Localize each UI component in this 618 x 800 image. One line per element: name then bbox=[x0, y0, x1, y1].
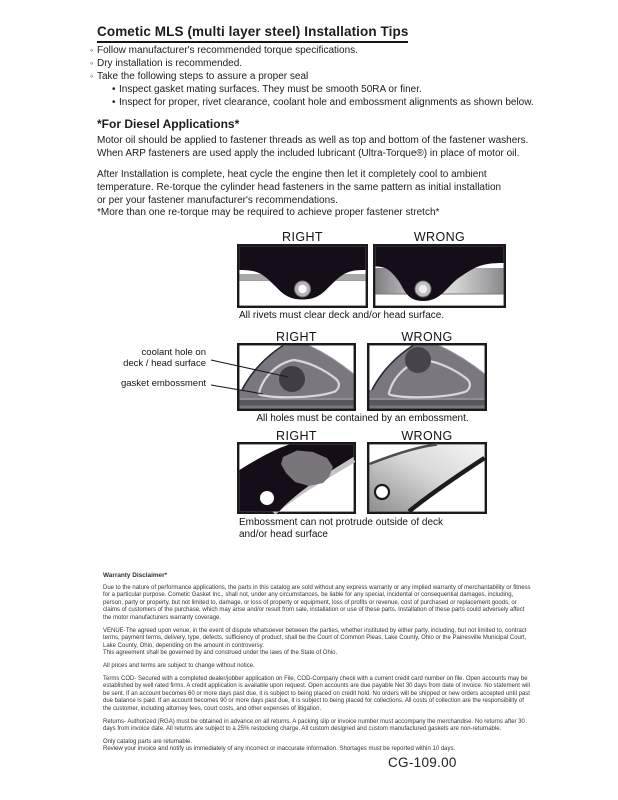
tip-text: Dry installation is recommended. bbox=[97, 58, 243, 69]
gasket-embossment-label: gasket embossment bbox=[120, 378, 206, 389]
disclaimer-paragraph-warranty: Due to the nature of performance applications, the parts in this catalog are sold without any express warranty or any implied warranty of merchantability or fitness for a particular purpose. Cometic Gasket Inc., shall not, under any circumstances, be liable for any special, incidental or consequential damages, including, person, party or property, but not limited to, damage, or loss of property or equipment, loss of profits or revenue, cost of purchased or replacement goods, or claims of customers of the purchase, which may arise and/or result from sale, installation or use of these parts. Installation of these parts could adversely affect the motor manufacturers warranty coverage. bbox=[103, 584, 531, 621]
open-bullet-icon: ◦ bbox=[90, 58, 94, 68]
para-line: After Installation is complete, heat cycle the engine then let it completely cool to ambient bbox=[97, 169, 487, 180]
diesel-heading: *For Diesel Applications* bbox=[97, 117, 240, 131]
row2-right-label: RIGHT bbox=[276, 330, 317, 344]
open-bullet-icon: ◦ bbox=[90, 71, 94, 81]
diesel-para-2 bbox=[97, 168, 557, 207]
disclaimer-paragraph-governed: This agreement shall be governed by and construed under the laws of the State of Ohio. bbox=[103, 650, 338, 657]
row3-wrong-label: WRONG bbox=[401, 429, 453, 443]
embossment-right-diagram bbox=[237, 442, 356, 514]
tip-text: Inspect for proper, rivet clearance, coolant hole and embossment alignments as shown below. bbox=[119, 97, 534, 108]
tip-text: Inspect gasket mating surfaces. They must be smooth 50RA or finer. bbox=[119, 84, 422, 95]
coolant-hole-label bbox=[98, 348, 206, 369]
coolant-hole-wrong-diagram bbox=[367, 343, 487, 411]
rivet-wrong-diagram bbox=[373, 244, 506, 308]
filled-bullet-icon: • bbox=[112, 84, 116, 95]
caption-line: and/or head surface bbox=[239, 529, 328, 540]
tip-sub-item bbox=[90, 83, 560, 96]
filled-bullet-icon: • bbox=[112, 97, 116, 108]
tips-list bbox=[90, 44, 560, 109]
embossment-wrong-diagram bbox=[367, 442, 487, 514]
tip-item bbox=[90, 70, 560, 83]
diesel-para-3: *More than one re-torque may be required to achieve proper fastener stretch* bbox=[97, 207, 440, 218]
row1-caption: All rivets must clear deck and/or head surface. bbox=[239, 310, 445, 321]
para-line: or per your fastener manufacturer's recommendations. bbox=[97, 195, 338, 206]
tip-text: Take the following steps to assure a proper seal bbox=[97, 71, 309, 82]
page-title: Cometic MLS (multi layer steel) Installation Tips bbox=[97, 24, 408, 43]
tip-item bbox=[90, 57, 560, 70]
disclaimer-heading: Warranty Disclaimer* bbox=[103, 572, 168, 579]
para-line: temperature. Re-torque the cylinder head fasteners in the same pattern as initial installation bbox=[97, 182, 502, 193]
row3-caption bbox=[239, 517, 479, 541]
row2-wrong-label: WRONG bbox=[401, 330, 453, 344]
tip-text: Follow manufacturer's recommended torque specifications. bbox=[97, 45, 358, 56]
disclaimer-paragraph-review: Review your invoice and notify us immediately of any incorrect or inaccurate information. Shortages must be reported within 10 days. bbox=[103, 746, 456, 753]
para-line: Motor oil should be applied to fastener threads as well as top and bottom of the fastener washers. bbox=[97, 135, 529, 146]
disclaimer-paragraph-catalog: Only catalog parts are returnable. bbox=[103, 738, 193, 745]
leader-lines bbox=[205, 352, 300, 400]
warranty-disclaimer bbox=[103, 572, 533, 759]
label-line: coolant hole on bbox=[141, 347, 206, 358]
row1-wrong-label: WRONG bbox=[413, 230, 466, 244]
row2-caption: All holes must be contained by an embossment. bbox=[256, 413, 469, 424]
caption-line: Embossment can not protrude outside of deck bbox=[239, 517, 444, 528]
disclaimer-paragraph-prices: All prices and terms are subject to change without notice. bbox=[103, 662, 255, 669]
open-bullet-icon: ◦ bbox=[90, 45, 94, 55]
label-line: deck / head surface bbox=[123, 357, 206, 369]
rivet-right-diagram bbox=[237, 244, 368, 308]
disclaimer-paragraph-venue: VENUE-The agreed upon venue, in the event of dispute whatsoever between the parties, whether instituted by either party, including, but not limited to, contract terms, payment terms, delivery, type, defects, sufficiency of product, shall be the Court of Common Pleas, Lake County, Ohio or the Painesville Municipal Court, Lake County, Ohio, depending on the amount in controversy. bbox=[103, 627, 527, 649]
tip-item bbox=[90, 44, 560, 57]
tip-sub-item bbox=[90, 96, 560, 109]
diesel-para-1 bbox=[97, 134, 557, 160]
page-number: CG-109.00 bbox=[388, 755, 457, 770]
disclaimer-paragraph-terms: Terms COD- Secured with a completed dealer/jobber application on File, COD-Company check with a current credit card number on file. Open accounts may be established by well rated firms. A credit application is available upon request. Open accounts are due payable Net 30 days from date of invoice. No statement will be sent. If an account becomes 60 or more days past due, it is subject to being placed on credit hold. No orders will be shipped or new orders accepted until past due balance is paid. If an account becomes 90 or more days past due, it is subject to being placed for collections. All costs of collection are the responsibility of the customer, including attorney fees, court costs, and other expenses of litigation. bbox=[103, 675, 530, 712]
row1-right-label: RIGHT bbox=[282, 230, 323, 244]
row3-right-label: RIGHT bbox=[276, 429, 317, 443]
para-line: When ARP fasteners are used apply the included lubricant (Ultra-Torque®) in place of motor oil. bbox=[97, 148, 520, 159]
disclaimer-paragraph-returns: Returns- Authorized (RGA) must be obtained in advance on all returns. A packing slip or invoice number must accompany the merchandise. No returns after 30 days from invoice date. All returns are subject to a 25% restocking charge. All custom designed and custom manufactured gaskets are non-returnable. bbox=[103, 718, 525, 733]
